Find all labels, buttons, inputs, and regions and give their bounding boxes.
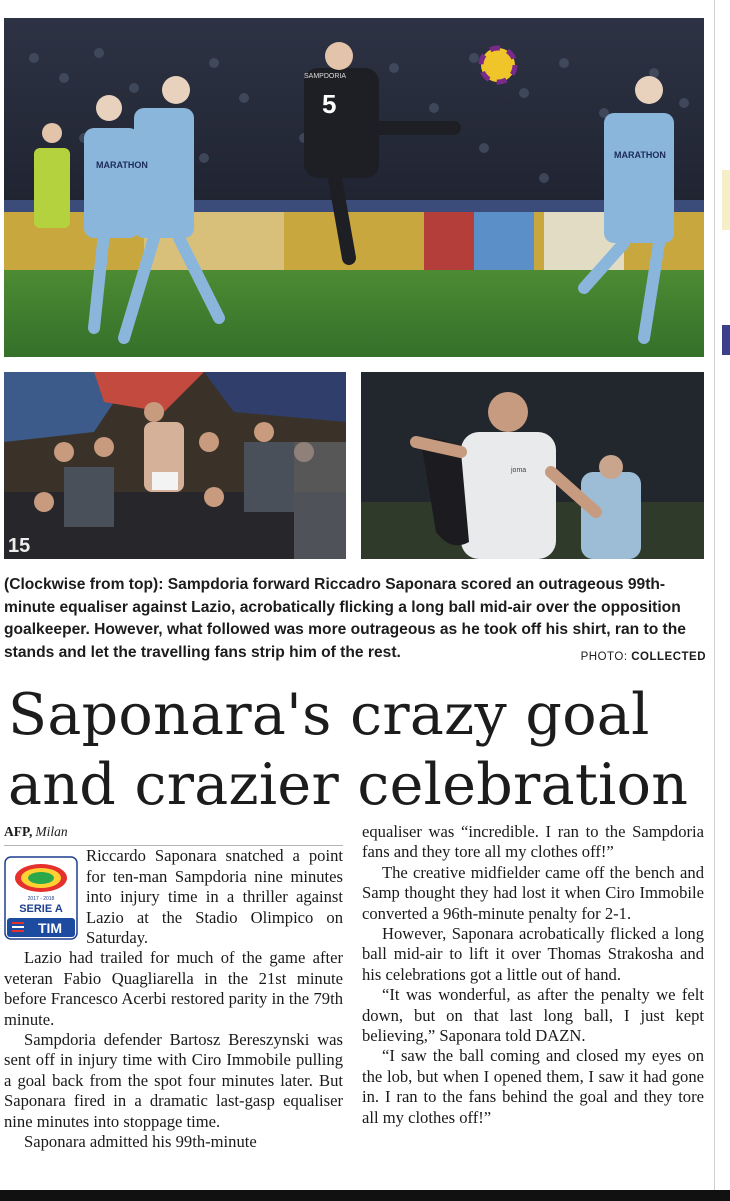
celebration-photo	[361, 372, 704, 559]
svg-text:2017 - 2018: 2017 - 2018	[27, 896, 55, 903]
paragraph-6: However, Saponara acrobatically flicked a long ball mid-air to lift it over Thomas Strakosha and his celebrations got a little out of hand.	[362, 924, 704, 984]
player-shirtless-run-photo-icon	[361, 372, 704, 559]
article-column-left	[4, 822, 343, 1153]
fans-photo	[4, 372, 346, 559]
photo-caption	[4, 574, 706, 668]
svg-text:MARATHON: MARATHON	[614, 150, 666, 160]
paragraph-8: “I saw the ball coming and closed my eyes on the lob, but when I opened them, I saw it had gone in. I ran to the fans behind the goal and they tore all my clothes off!”	[362, 1046, 704, 1127]
svg-text:15: 15	[8, 535, 31, 557]
article-column-right	[362, 822, 704, 1128]
svg-text:MARATHON: MARATHON	[96, 160, 148, 170]
paragraph-2: Lazio had trailed for much of the game after veteran Fabio Quagliarella in the 21st minute before Francesco Acerbi restored parity in the 79th minute.	[4, 948, 343, 1029]
page-edge-accent	[722, 170, 730, 230]
paragraph-7: “It was wonderful, as after the penalty we felt down, but on that last long ball, I just kept believing,” Saponara told DAZN.	[362, 985, 704, 1046]
svg-text:joma: joma	[511, 467, 527, 474]
svg-text:TIM: TIM	[37, 920, 63, 937]
byline: AFP, Milan	[4, 822, 343, 846]
paragraph-4-continued: equaliser was “incredible. I ran to the Sampdoria fans and they tore all my clothes off!”	[362, 822, 704, 862]
svg-text:SERIE A: SERIE A	[19, 903, 63, 916]
fans-celebration-photo-icon	[4, 372, 346, 559]
top-match-photo	[4, 18, 704, 357]
paragraph-5: The creative midfielder came off the bench and Samp thought they had lost it when Ciro Immobile converted a 96th-minute penalty for 2-1.	[362, 862, 704, 923]
page-bottom-bar	[0, 1190, 730, 1201]
svg-text:5: 5	[322, 89, 337, 119]
paragraph-3: Sampdoria defender Bartosz Bereszynski was sent off in injury time with Ciro Immobile pulling a goal back from the spot four minutes later. But Saponara fired in a dramatic last-gasp equaliser nine minutes into stoppage time.	[4, 1030, 343, 1131]
serie-a-tim-logo-icon	[4, 856, 78, 940]
caption-text: (Clockwise from top): Sampdoria forward Riccadro Saponara scored an outrageous 99th-minute equaliser against Lazio, acrobatically flicking a long ball mid-air over the opposition goalkeeper. However, what followed was more outrageous as he took off his shirt, ran to the stands and let the travelling fans strip him of the rest.	[4, 576, 686, 661]
svg-text:SAMPDORIA: SAMPDORIA	[304, 73, 347, 80]
photo-credit: PHOTO: COLLECTED	[580, 650, 706, 663]
football-action-photo-icon	[4, 18, 704, 357]
headline: Saponara's crazy goal and crazier celebration	[8, 682, 689, 818]
page-edge-accent-2	[722, 325, 730, 355]
paragraph-1: Riccardo Saponara snatched a point for ten-man Sampdoria nine minutes into injury time in a thriller against Lazio at the Stadio Olimpico on Saturday.	[86, 846, 343, 948]
column-divider	[714, 0, 715, 1190]
paragraph-4: Saponara admitted his 99th-minute	[24, 1132, 257, 1152]
